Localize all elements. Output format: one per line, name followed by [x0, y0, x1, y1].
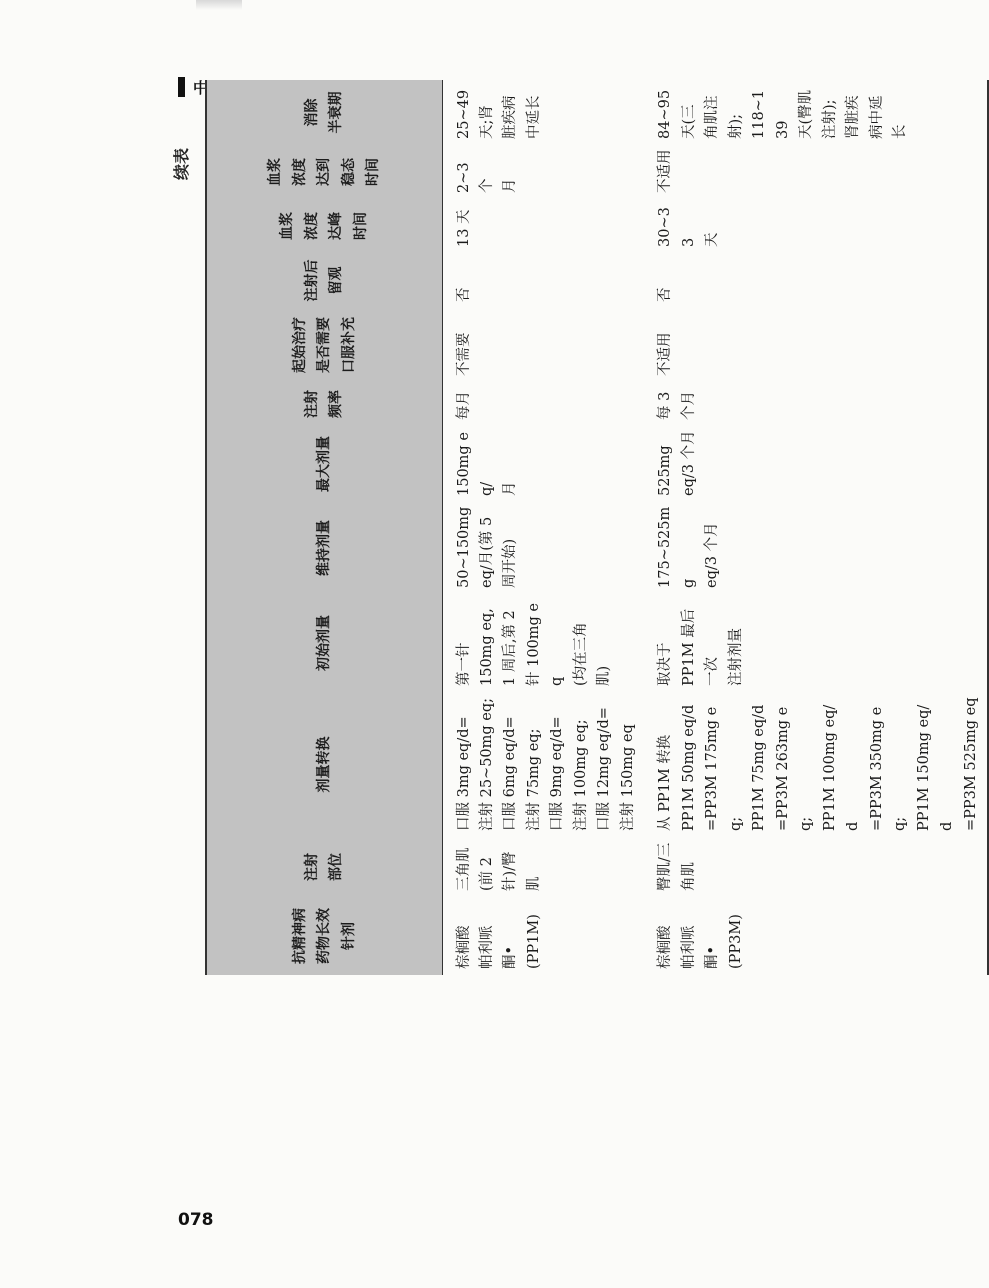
- cell-site: 三角肌 (前 2 针)/臀 肌: [455, 847, 542, 891]
- col-header-conversion: 剂量转换: [316, 736, 332, 793]
- cell-conversion: 从 PP1M 转换 PP1M 50mg eq/d =PP3M 175mg eq; PP1M 75mg eq/d =PP3M 263mg eq; PP1M 100mg eq/d =PP3M 350mg eq; PP1M 150mg eq/d =PP3M 525mg eq: [657, 697, 979, 831]
- table-header-row: [206, 80, 442, 975]
- page-number: 078: [178, 1210, 214, 1230]
- cell-max-dose: 525mg eq/3 个月: [657, 430, 697, 496]
- continued-label: 续表: [172, 148, 191, 181]
- col-header-half-life: 消除 半衰期: [303, 91, 345, 134]
- col-header-site: 注射 部位: [303, 853, 345, 881]
- cell-maintenance-dose: 175~525mg eq/3 个月: [657, 506, 721, 588]
- col-header-oral-supplement: 起始治疗 是否需要 口服补充: [291, 317, 357, 373]
- cell-oral-supplement: 不需要: [455, 332, 472, 376]
- col-header-frequency: 注射 频率: [303, 390, 345, 418]
- col-header-steady-state: 血浆 浓度 达到 稳态 时间: [267, 158, 381, 186]
- cell-maintenance-dose: 50~150mg eq/月(第 5 周开始): [455, 506, 519, 588]
- cell-steady-state: 不适用: [657, 149, 674, 193]
- col-header-peak-time: 血浆 浓度 达峰 时间: [279, 212, 369, 240]
- cell-drug: 棕榈酸 帕利哌 酮• (PP3M): [657, 914, 744, 969]
- cell-max-dose: 150mg eq/ 月: [455, 432, 519, 496]
- cell-frequency: 每 3 个月: [657, 391, 697, 420]
- cell-site: 臀肌/三 角肌: [657, 842, 697, 891]
- long-acting-injectable-table: [205, 80, 989, 975]
- col-header-max-dose: 最大剂量: [316, 436, 332, 492]
- cell-initial-dose: 第一针 150mg eq, 1 周后,第 2 针 100mg eq (均在三角 肌): [455, 602, 613, 686]
- book-title: 中国精神分裂症防治指南(2025 版): [193, 78, 440, 97]
- col-header-initial-dose: 初始剂量: [316, 615, 332, 671]
- cell-initial-dose: 取决于 PP1M 最后 一次 注射剂量: [657, 608, 744, 686]
- cell-drug: 棕榈酸 帕利哌 酮• (PP1M): [455, 914, 542, 969]
- table-row: [644, 80, 988, 975]
- cell-observation: 否: [657, 287, 674, 302]
- cell-oral-supplement: 不适用: [657, 332, 674, 376]
- cell-conversion: 口服 3mg eq/d= 注射 25~50mg eq; 口服 6mg eq/d= 注射 75mg eq; 口服 9mg eq/d= 注射 100mg eq; 口服 12mg eq/d= 注射 150mg eq: [455, 697, 636, 831]
- table-row: [442, 80, 644, 975]
- cell-half-life: 25~49 天;肾 脏疾病 中延长: [455, 89, 542, 139]
- cell-peak-time: 13 天: [455, 209, 472, 247]
- col-header-observation: 注射后 留观: [303, 259, 345, 302]
- cell-peak-time: 30~33 天: [657, 207, 721, 247]
- cell-frequency: 每月: [455, 391, 472, 420]
- col-header-maintenance-dose: 维持剂量: [316, 520, 332, 576]
- scan-edge-shadow: [196, 0, 242, 10]
- cell-half-life: 84~95 天(三 角肌注 射); 118~139 天(臀肌 注射); 肾脏疾 病中延 长: [657, 89, 909, 139]
- rotated-table-container: [172, 89, 979, 975]
- header-marker-bar: [178, 77, 185, 97]
- cell-steady-state: 2~3 个 月: [455, 162, 519, 193]
- cell-observation: 否: [455, 287, 472, 302]
- col-header-drug: 抗精神病 药物长效 针剂: [291, 908, 357, 964]
